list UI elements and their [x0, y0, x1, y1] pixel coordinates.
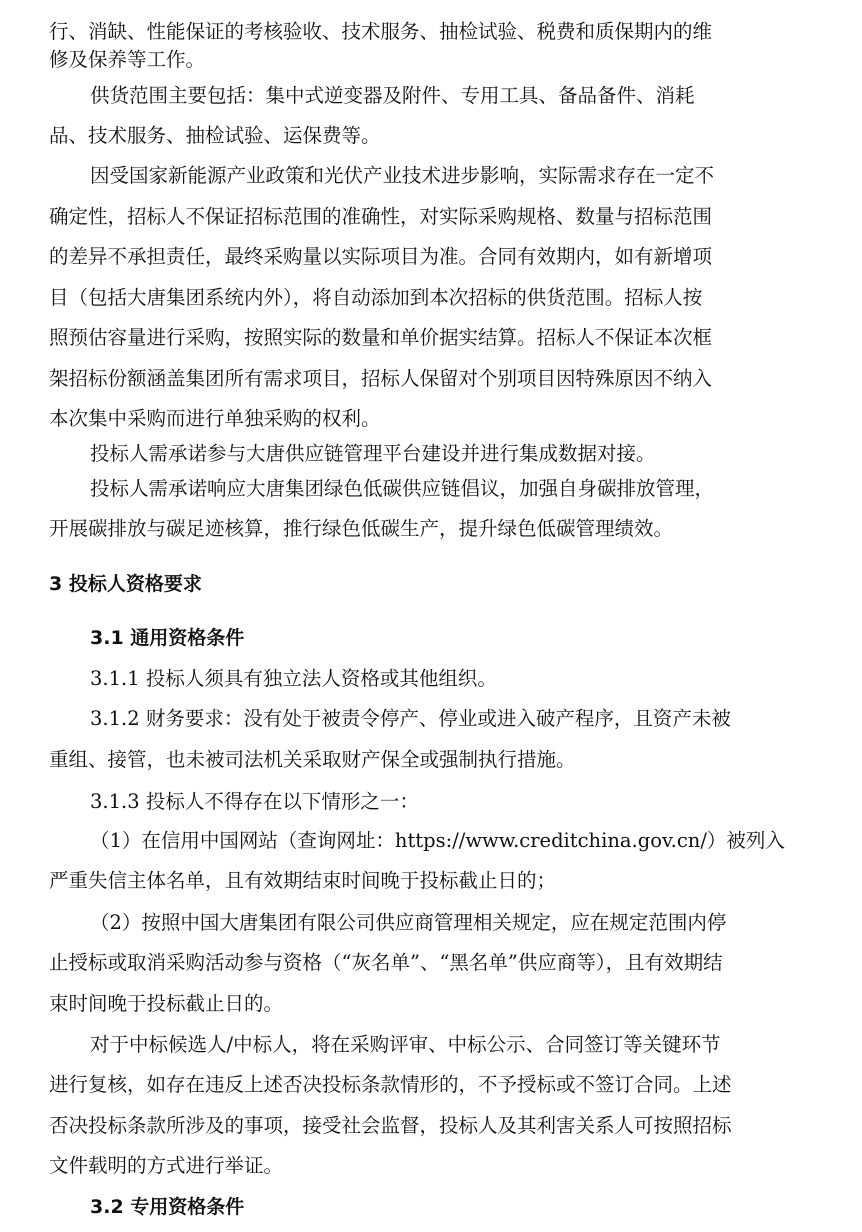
clause-line: 3.1.1 投标人须具有独立法人资格或其他组织。: [90, 667, 497, 690]
clause-line: 重组、接管，也未被司法机关采取财产保全或强制执行措施。: [49, 748, 576, 771]
paragraph-line: 因受国家新能源产业政策和光伏产业技术进步影响，实际需求存在一定不: [90, 164, 715, 187]
paragraph-line: 投标人需承诺参与大唐供应链管理平台建设并进行集成数据对接。: [90, 442, 656, 465]
section-heading: 3 投标人资格要求: [49, 573, 202, 595]
paragraph-line: 照预估容量进行采购，按照实际的数量和单价据实结算。招标人不保证本次框: [49, 326, 713, 349]
paragraph-line: 确定性，招标人不保证招标范围的准确性，对实际采购规格、数量与招标范围: [49, 205, 713, 228]
clause-line: 束时间晚于投标截止日的。: [49, 992, 284, 1015]
subsection-heading: 3.2 专用资格条件: [90, 1196, 245, 1218]
paragraph-line: 修及保养等工作。: [49, 48, 206, 71]
clause-line: 3.1.3 投标人不得存在以下情形之一：: [90, 790, 419, 813]
clause-line: 止授标或取消采购活动参与资格（“灰名单”、“黑名单”供应商等），且有效期结: [49, 951, 723, 974]
paragraph-line: 品、技术服务、抽检试验、运保费等。: [49, 124, 381, 147]
subsection-heading: 3.1 通用资格条件: [90, 627, 245, 649]
clause-line: 严重失信主体名单，且有效期结束时间晚于投标截止日的；: [49, 869, 557, 892]
clause-line: （2）按照中国大唐集团有限公司供应商管理相关规定，应在规定范围内停: [90, 911, 727, 934]
paragraph-line: 本次集中采购而进行单独采购的权利。: [49, 407, 381, 430]
paragraph-line: 供货范围主要包括：集中式逆变器及附件、专用工具、备品备件、消耗: [90, 84, 695, 107]
paragraph-line: 文件载明的方式进行举证。: [49, 1154, 284, 1177]
clause-line: 3.1.2 财务要求：没有处于被责令停产、停业或进入破产程序，且资产未被: [90, 707, 731, 730]
clause-line: （1）在信用中国网站（查询网址：https://www.creditchina.gov.cn/）被列入: [90, 829, 785, 852]
paragraph-line: 投标人需承诺响应大唐集团绿色低碳供应链倡议，加强自身碳排放管理，: [90, 477, 715, 500]
paragraph-line: 的差异不承担责任，最终采购量以实际项目为准。合同有效期内，如有新增项: [49, 245, 713, 268]
paragraph-line: 目（包括大唐集团系统内外），将自动添加到本次招标的供货范围。招标人按: [49, 286, 703, 309]
paragraph-line: 对于中标候选人/中标人，将在采购评审、中标公示、合同签订等关键环节: [90, 1033, 721, 1056]
paragraph-line: 进行复核，如存在违反上述否决投标条款情形的，不予授标或不签订合同。上述: [49, 1073, 732, 1096]
paragraph-line: 架招标份额涵盖集团所有需求项目，招标人保留对个别项目因特殊原因不纳入: [49, 367, 713, 390]
paragraph-line: 开展碳排放与碳足迹核算，推行绿色低碳生产，提升绿色低碳管理绩效。: [49, 517, 674, 540]
paragraph-line: 行、消缺、性能保证的考核验收、技术服务、抽检试验、税费和质保期内的维: [49, 20, 713, 43]
paragraph-line: 否决投标条款所涉及的事项，接受社会监督，投标人及其利害关系人可按照招标: [49, 1114, 732, 1137]
